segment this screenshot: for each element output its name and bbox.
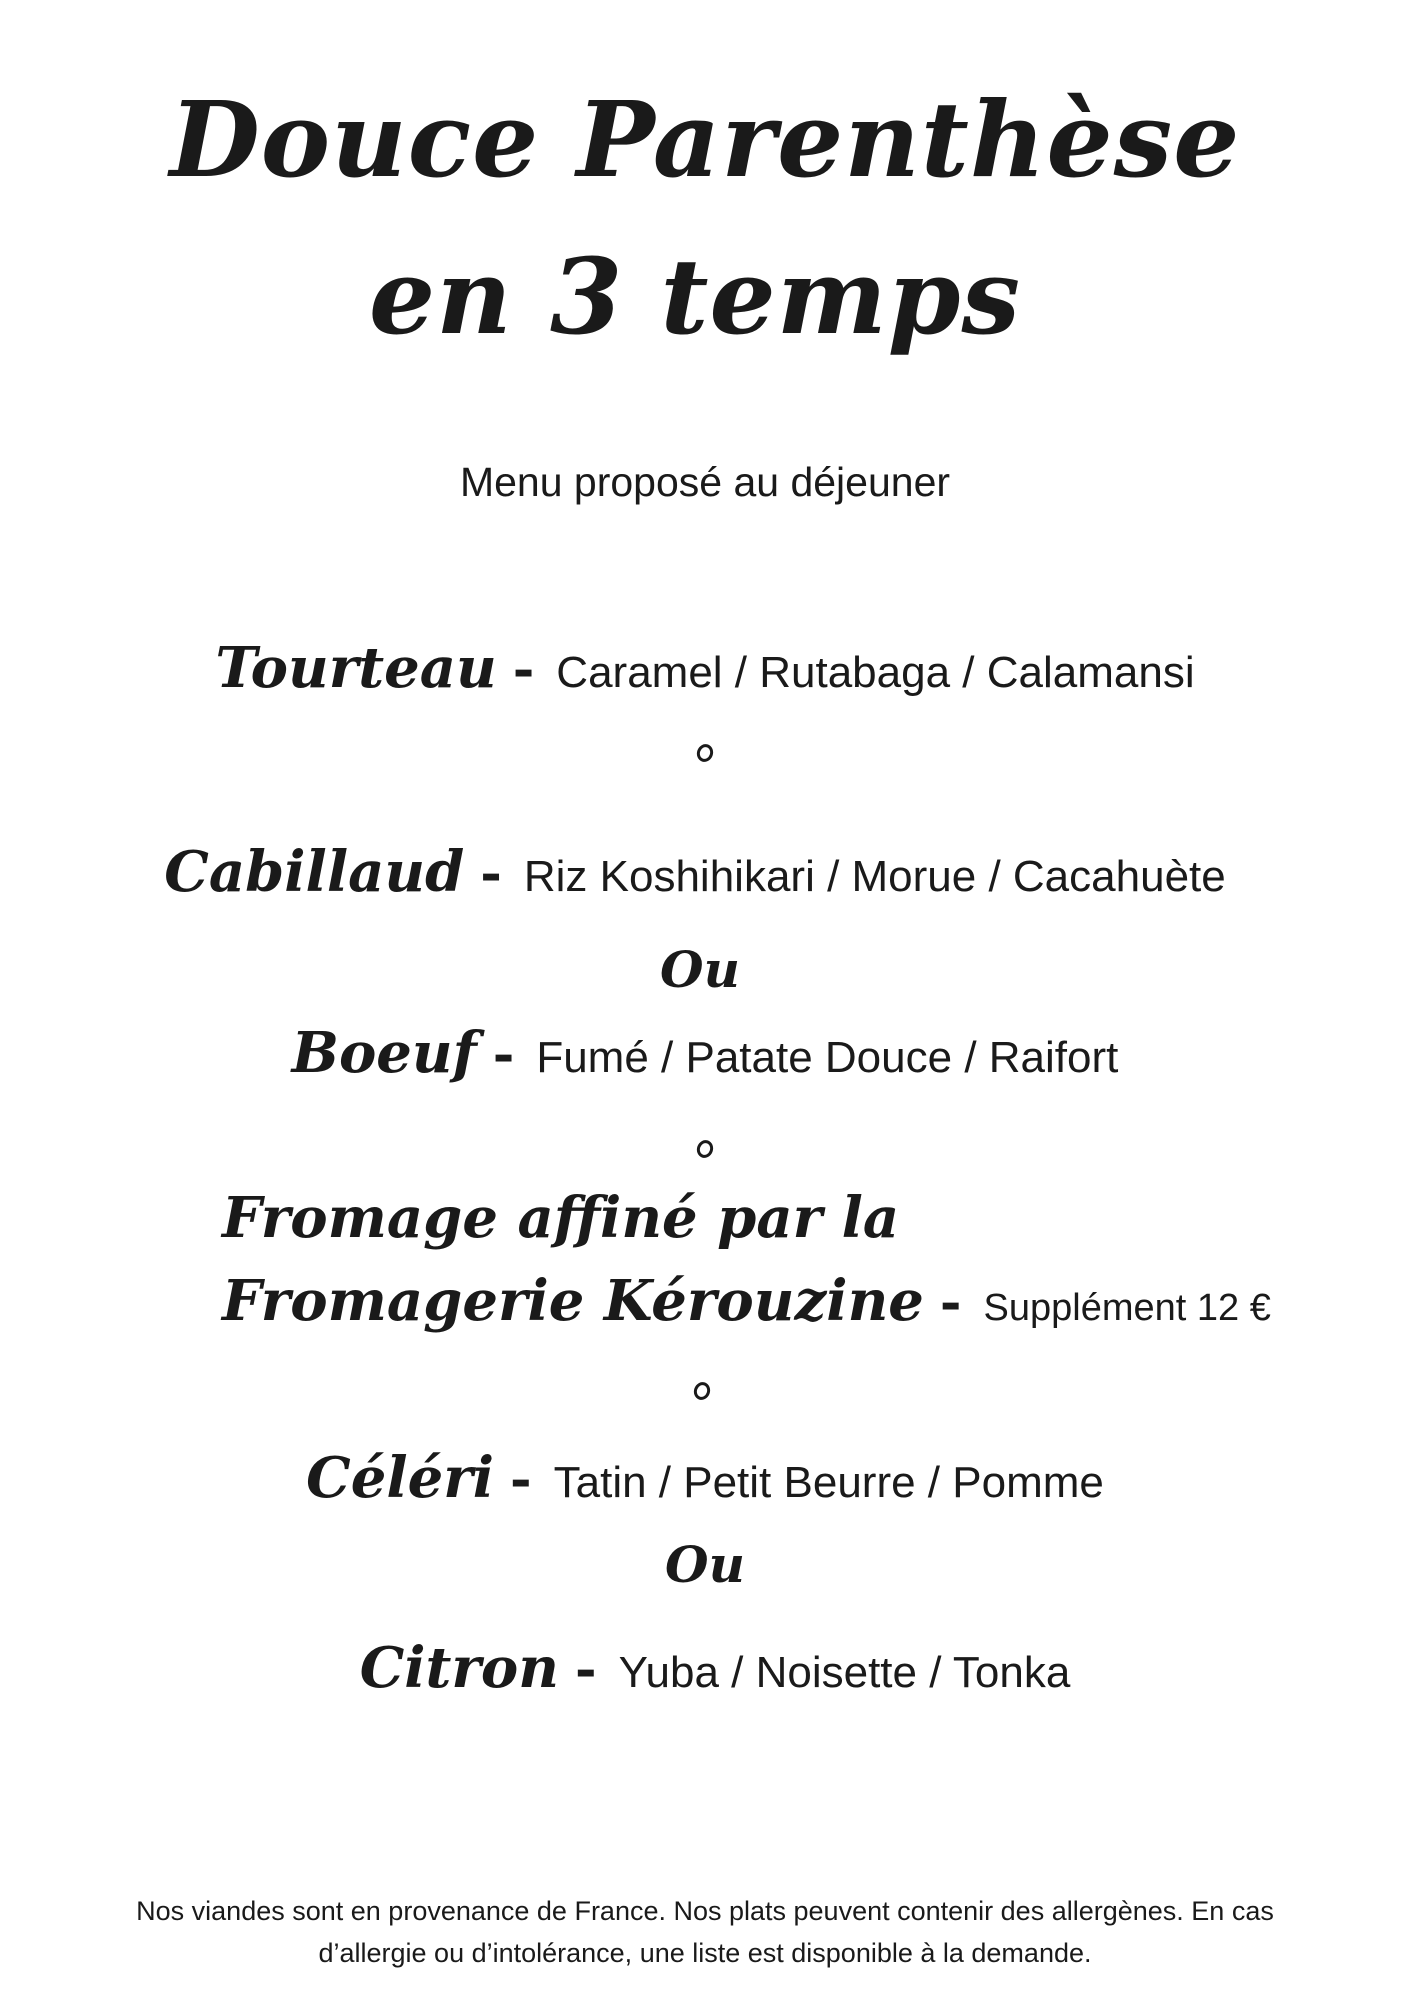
menu-title-line1: Douce Parenthèse [169,78,1241,201]
dessert1-dish: Céléri [306,1445,495,1511]
separator-dot-2 [694,1138,715,1160]
main-course-2 [0,1020,1410,1086]
dessert2-dish: Citron [359,1635,559,1701]
menu-title-line2: en 3 temps [368,235,1022,358]
dessert2-dash: - [574,1639,597,1700]
main-course-1 [0,839,1400,905]
cheese-course-line2 [222,1268,1271,1334]
separator-dot-1 [694,742,715,764]
cheese-dash: - [939,1272,962,1333]
or-main-separator: Ou [660,940,740,999]
main1-description: Riz Koshihikari / Morue / Cacahuète [523,852,1226,901]
menu-subtitle: Menu proposé au déjeuner [459,459,951,505]
starter-course [0,635,1410,701]
main2-dash: - [492,1024,515,1085]
allergen-note [60,1890,1350,1974]
starter-dish: Tourteau [215,635,497,701]
cheese-course-line1 [222,1185,900,1251]
allergen-note-line2: d’allergie ou d’intolérance, une liste est disponible à la demande. [318,1938,1092,1968]
main1-dish: Cabillaud [164,839,465,905]
starter-description: Caramel / Rutabaga / Calamansi [556,648,1195,697]
allergen-note-line1: Nos viandes sont en provenance de France. Nos plats peuvent contenir des allergènes. En cas [136,1896,1274,1926]
dessert-course-2 [10,1635,1410,1701]
cheese-supplement: Supplément 12 € [983,1287,1271,1329]
starter-dash: - [512,639,535,700]
cheese-dish-line1: Fromage affiné par la [222,1185,900,1251]
separator-dot-3 [691,1380,712,1402]
or-dessert-separator: Ou [665,1535,745,1594]
dessert1-dash: - [510,1449,532,1510]
dessert-course-1 [0,1445,1410,1511]
dessert1-description: Tatin / Petit Beurre / Pomme [553,1458,1104,1507]
main2-dish: Boeuf [291,1020,477,1086]
cheese-dish-line2: Fromagerie Kérouzine [222,1268,924,1334]
dessert2-description: Yuba / Noisette / Tonka [618,1648,1071,1697]
main2-description: Fumé / Patate Douce / Raifort [536,1033,1119,1082]
main1-dash: - [480,843,502,904]
